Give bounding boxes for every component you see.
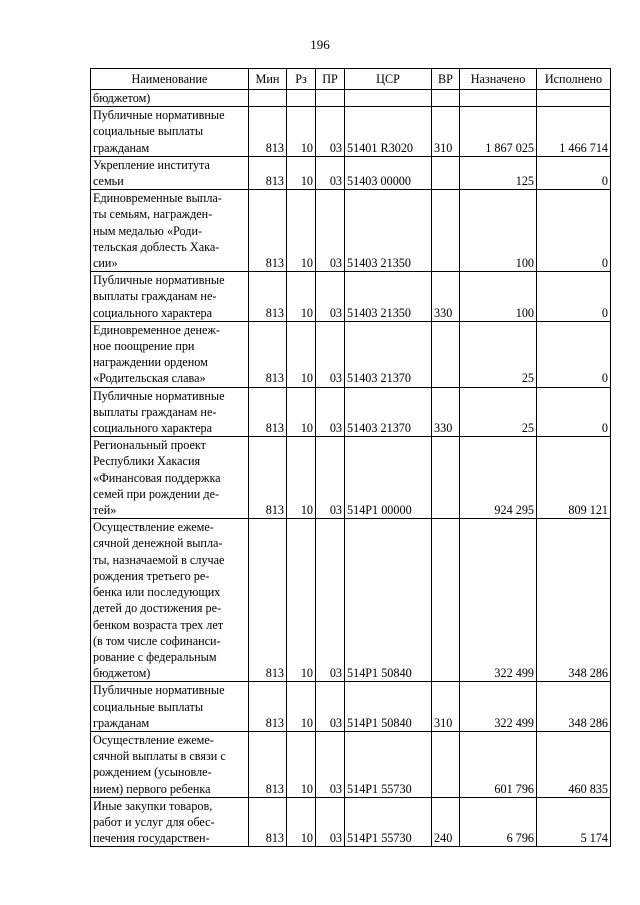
row-executed: 460 835 bbox=[537, 731, 611, 797]
row-assigned: 125 bbox=[460, 156, 537, 189]
row-csr: 51401 R3020 bbox=[345, 107, 432, 157]
row-vr bbox=[432, 437, 460, 519]
row-rz: 10 bbox=[287, 272, 316, 322]
row-executed: 5 174 bbox=[537, 797, 611, 847]
row-vr: 240 bbox=[432, 797, 460, 847]
row-min: 813 bbox=[249, 156, 287, 189]
page-number: 196 bbox=[310, 37, 330, 52]
row-pr: 03 bbox=[316, 272, 345, 322]
row-pr bbox=[316, 90, 345, 107]
row-vr bbox=[432, 156, 460, 189]
row-csr: 51403 21370 bbox=[345, 321, 432, 387]
row-assigned: 100 bbox=[460, 190, 537, 272]
row-csr bbox=[345, 90, 432, 107]
row-pr: 03 bbox=[316, 731, 345, 797]
header-rz: Рз bbox=[287, 69, 316, 90]
row-csr: 51403 21350 bbox=[345, 272, 432, 322]
row-pr: 03 bbox=[316, 682, 345, 732]
row-name: бюджетом) bbox=[91, 90, 249, 107]
row-name: Региональный проект Республики Хакасия «Финансовая поддержка семей при рождении де- тей» bbox=[91, 437, 249, 519]
row-vr bbox=[432, 519, 460, 682]
row-pr: 03 bbox=[316, 387, 345, 437]
row-assigned: 601 796 bbox=[460, 731, 537, 797]
row-min: 813 bbox=[249, 437, 287, 519]
table-row bbox=[91, 272, 611, 322]
row-min: 813 bbox=[249, 321, 287, 387]
row-assigned: 924 295 bbox=[460, 437, 537, 519]
row-executed: 1 466 714 bbox=[537, 107, 611, 157]
row-assigned: 6 796 bbox=[460, 797, 537, 847]
row-name: Единовременные выпла- ты семьям, награжден- ным медалью «Роди- тельская доблесть Хака- сии» bbox=[91, 190, 249, 272]
row-vr bbox=[432, 731, 460, 797]
row-pr: 03 bbox=[316, 321, 345, 387]
row-rz: 10 bbox=[287, 797, 316, 847]
row-assigned: 25 bbox=[460, 321, 537, 387]
row-vr: 330 bbox=[432, 272, 460, 322]
table-row bbox=[91, 682, 611, 732]
row-vr: 310 bbox=[432, 682, 460, 732]
header-pr: ПР bbox=[316, 69, 345, 90]
row-assigned: 322 499 bbox=[460, 519, 537, 682]
table-row bbox=[91, 321, 611, 387]
row-rz: 10 bbox=[287, 731, 316, 797]
row-min: 813 bbox=[249, 682, 287, 732]
row-csr: 514P1 55730 bbox=[345, 731, 432, 797]
header-min: Мин bbox=[249, 69, 287, 90]
row-rz: 10 bbox=[287, 682, 316, 732]
row-assigned: 322 499 bbox=[460, 682, 537, 732]
table-row bbox=[91, 107, 611, 157]
row-name: Укрепление института семьи bbox=[91, 156, 249, 189]
row-min: 813 bbox=[249, 272, 287, 322]
table-row bbox=[91, 519, 611, 682]
row-vr bbox=[432, 190, 460, 272]
table-row bbox=[91, 797, 611, 847]
row-min: 813 bbox=[249, 107, 287, 157]
row-rz: 10 bbox=[287, 321, 316, 387]
row-csr: 51403 21350 bbox=[345, 190, 432, 272]
table-row bbox=[91, 731, 611, 797]
row-pr: 03 bbox=[316, 156, 345, 189]
row-min: 813 bbox=[249, 797, 287, 847]
row-assigned: 100 bbox=[460, 272, 537, 322]
row-pr: 03 bbox=[316, 437, 345, 519]
table-row bbox=[91, 156, 611, 189]
row-vr bbox=[432, 90, 460, 107]
header-csr: ЦСР bbox=[345, 69, 432, 90]
table-row bbox=[91, 437, 611, 519]
row-min: 813 bbox=[249, 731, 287, 797]
row-min: 813 bbox=[249, 190, 287, 272]
row-vr: 310 bbox=[432, 107, 460, 157]
row-executed: 0 bbox=[537, 387, 611, 437]
row-name: Публичные нормативные выплаты гражданам не- социального характера bbox=[91, 272, 249, 322]
row-csr: 514P1 50840 bbox=[345, 682, 432, 732]
row-rz: 10 bbox=[287, 190, 316, 272]
row-rz: 10 bbox=[287, 387, 316, 437]
table-row bbox=[91, 190, 611, 272]
row-rz: 10 bbox=[287, 437, 316, 519]
row-executed: 0 bbox=[537, 156, 611, 189]
row-csr: 51403 21370 bbox=[345, 387, 432, 437]
header-name: Наименование bbox=[91, 69, 249, 90]
row-rz: 10 bbox=[287, 156, 316, 189]
header-assigned: Назначено bbox=[460, 69, 537, 90]
header-vr: ВР bbox=[432, 69, 460, 90]
table-row bbox=[91, 90, 611, 107]
row-csr: 51403 00000 bbox=[345, 156, 432, 189]
row-pr: 03 bbox=[316, 107, 345, 157]
row-pr: 03 bbox=[316, 190, 345, 272]
table-header-row bbox=[91, 69, 611, 90]
row-executed: 0 bbox=[537, 190, 611, 272]
row-name: Иные закупки товаров, работ и услуг для обес- печения государствен- bbox=[91, 797, 249, 847]
row-executed: 0 bbox=[537, 272, 611, 322]
row-rz bbox=[287, 90, 316, 107]
row-assigned bbox=[460, 90, 537, 107]
row-name: Публичные нормативные выплаты гражданам не- социального характера bbox=[91, 387, 249, 437]
row-name: Осуществление ежеме- сячной денежной выпла- ты, назначаемой в случае рождения третьего ре- бенка или последующих детей до достижения ре- бенком возраста трех лет (в том числе софинанси- рование с федеральным бюджетом) bbox=[91, 519, 249, 682]
row-assigned: 1 867 025 bbox=[460, 107, 537, 157]
row-min: 813 bbox=[249, 387, 287, 437]
row-executed: 348 286 bbox=[537, 519, 611, 682]
row-pr: 03 bbox=[316, 797, 345, 847]
row-name: Единовременное денеж- ное поощрение при награждении орденом «Родительская слава» bbox=[91, 321, 249, 387]
row-rz: 10 bbox=[287, 107, 316, 157]
row-executed: 0 bbox=[537, 321, 611, 387]
row-name: Осуществление ежеме- сячной выплаты в связи с рождением (усыновле- нием) первого ребенка bbox=[91, 731, 249, 797]
row-rz: 10 bbox=[287, 519, 316, 682]
row-min: 813 bbox=[249, 519, 287, 682]
row-assigned: 25 bbox=[460, 387, 537, 437]
row-executed: 809 121 bbox=[537, 437, 611, 519]
row-csr: 514P1 50840 bbox=[345, 519, 432, 682]
row-executed bbox=[537, 90, 611, 107]
row-vr: 330 bbox=[432, 387, 460, 437]
table-row bbox=[91, 387, 611, 437]
row-pr: 03 bbox=[316, 519, 345, 682]
row-executed: 348 286 bbox=[537, 682, 611, 732]
row-csr: 514P1 00000 bbox=[345, 437, 432, 519]
row-min bbox=[249, 90, 287, 107]
row-name: Публичные нормативные социальные выплаты гражданам bbox=[91, 682, 249, 732]
row-vr bbox=[432, 321, 460, 387]
row-name: Публичные нормативные социальные выплаты гражданам bbox=[91, 107, 249, 157]
header-executed: Исполнено bbox=[537, 69, 611, 90]
budget-table bbox=[90, 68, 611, 847]
row-csr: 514P1 55730 bbox=[345, 797, 432, 847]
